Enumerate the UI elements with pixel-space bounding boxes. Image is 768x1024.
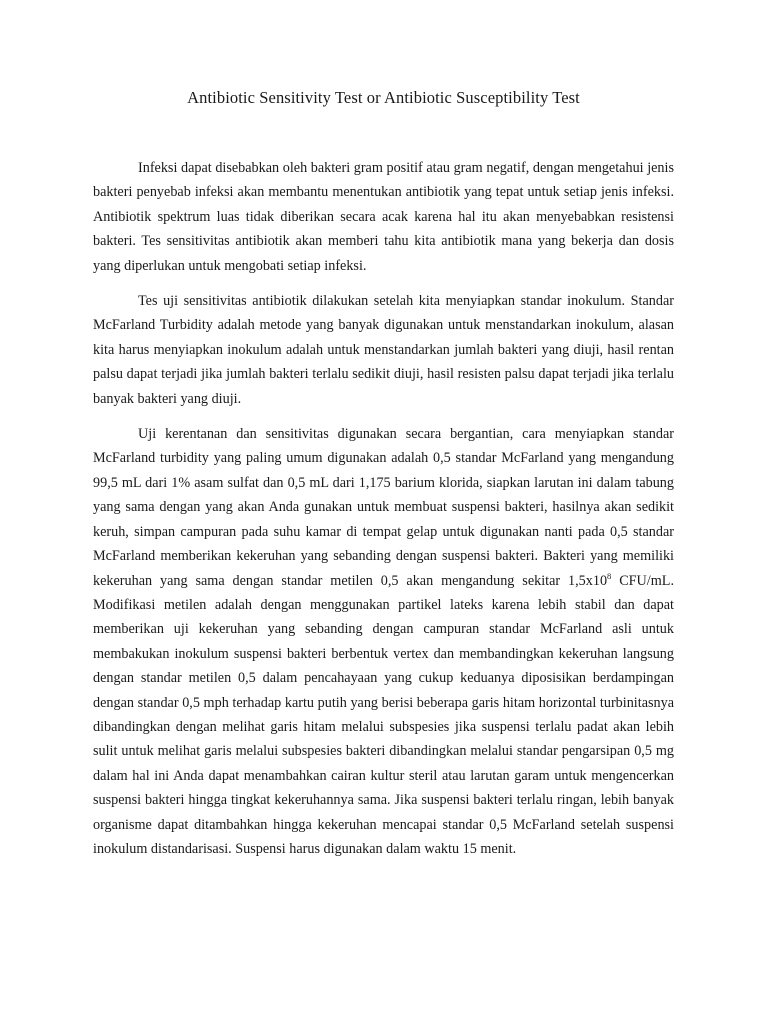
document-body — [93, 156, 674, 861]
paragraph-2: Tes uji sensitivitas antibiotik dilakukan setelah kita menyiapkan standar inokulum. Standar McFarland Turbidity adalah metode yang banyak digunakan untuk menstandarkan inokulum, alasan kita harus menyiapkan inokulum adalah untuk menstandarkan jumlah bakteri yang diuji, hasil rentan palsu dapat terjadi jika jumlah bakteri terlalu sedikit diuji, hasil resisten palsu dapat terjadi jika terlalu banyak bakteri yang diuji. — [93, 293, 674, 407]
document-title: Antibiotic Sensitivity Test or Antibiotic Susceptibility Test — [187, 88, 580, 107]
paragraph-3-text-start: Uji kerentanan dan sensitivitas digunakan secara bergantian, cara menyiapkan standar McFarland turbidity yang paling umum digunakan adalah 0,5 standar McFarland yang mengandung 99,5 mL dari 1% asam sulfat dan 0,5 mL dari 1,175 barium klorida, siapkan larutan ini dalam tabung yang sama dengan yang akan Anda gunakan untuk membuat suspensi bakteri, hasilnya akan sedikit keruh, simpan campuran pada suhu kamar di tempat gelap untuk digunakan nanti pada 0,5 standar McFarland memberikan kekeruhan yang sebanding dengan suspensi bakteri. Bakteri yang memiliki kekeruhan yang sama dengan standar metilen 0,5 akan mengandung sekitar 1,5x10 — [93, 426, 674, 589]
exponent-superscript: 8 — [607, 570, 612, 581]
paragraph-3 — [93, 422, 674, 861]
paragraph-1: Infeksi dapat disebabkan oleh bakteri gram positif atau gram negatif, dengan mengetahui jenis bakteri penyebab infeksi akan membantu menentukan antibiotik yang tepat untuk setiap jenis infeksi. Antibiotik spektrum luas tidak diberikan secara acak karena hal itu akan menyebabkan resistensi bakteri. Tes sensitivitas antibiotik akan memberi tahu kita antibiotik mana yang bekerja dan dosis yang diperlukan untuk mengobati setiap infeksi. — [93, 160, 674, 274]
paragraph-3-text-end: CFU/mL. Modifikasi metilen adalah dengan menggunakan partikel lateks karena lebih stabil dan dapat memberikan uji kekeruhan yang sebanding dengan campuran standar McFarland asli untuk membakukan inokulum suspensi bakteri berbentuk vertex dan membandingkan kekeruhan langsung dengan standar metilen 0,5 dalam pencahayaan yang cukup keduanya diposisikan berdampingan dengan standar 0,5 mph terhadap kartu putih yang berisi beberapa garis hitam horizontal turbinitasnya dibandingkan dengan melihat garis hitam melalui subspesies jika suspensi terlalu padat akan lebih sulit untuk melihat garis melalui subspesies bakteri dibandingkan melalui standar pengarsipan 0,5 mg dalam hal ini Anda dapat menambahkan cairan kultur steril atau larutan garam untuk mengencerkan suspensi bakteri hingga tingkat kekeruhannya sama. Jika suspensi bakteri terlalu ringan, lebih banyak organisme dapat ditambahkan hingga kekeruhan mencapai standar 0,5 McFarland setelah suspensi inokulum distandarisasi. Suspensi harus digunakan dalam waktu 15 menit. — [93, 572, 674, 857]
